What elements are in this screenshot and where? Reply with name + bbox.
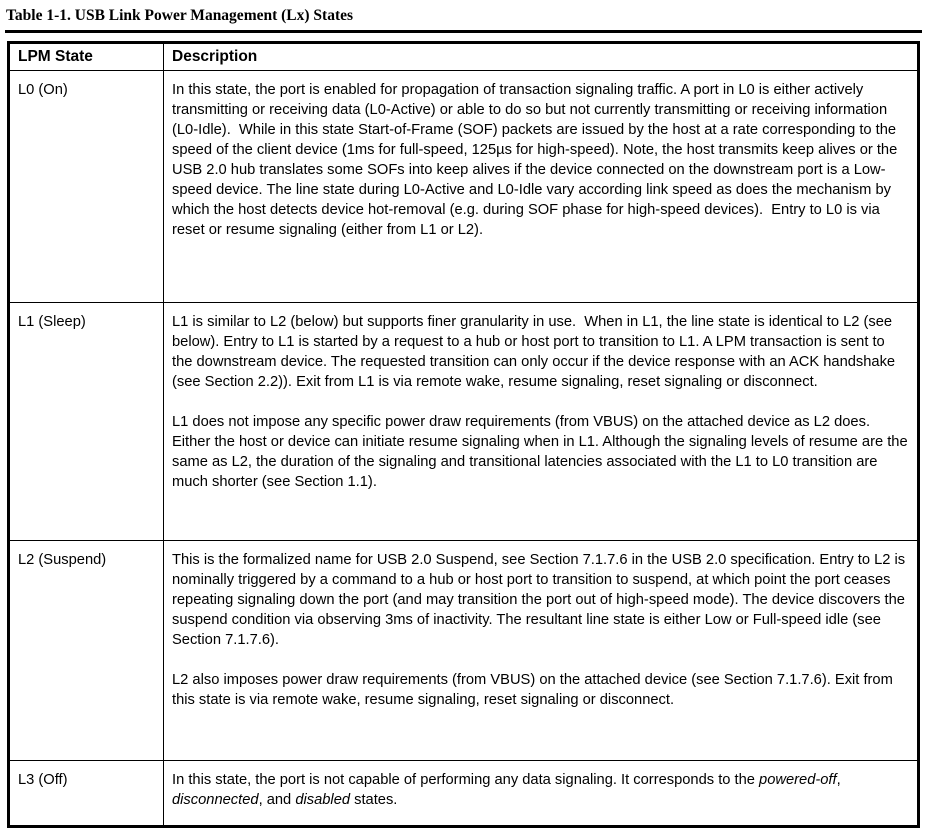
description-paragraph: [172, 80, 908, 240]
italic-text: disabled: [295, 792, 351, 808]
text-segment: states.: [350, 792, 398, 808]
table-body: [9, 71, 919, 827]
italic-text: disconnected: [172, 792, 259, 808]
table-row: [9, 541, 919, 761]
text-segment: L2 also imposes power draw requirements (from VBUS) on the attached device (see Section 7.1.7.6). Exit from this state is via remote wake, resume signaling, reset signaling or disconnect.: [172, 672, 897, 708]
lpm-state-cell: L1 (Sleep): [9, 303, 164, 541]
text-segment: L1 is similar to L2 (below) but supports finer granularity in use. When in L1, the line state is identical to L2 (see below). Entry to L1 is started by a request to a hub or host port to transition to L1. A LPM transaction is sent to the downstream device. The requested transition can only occur if the device response with an ACK handshake (see Section 2.2)). Exit from L1 is via remote wake, resume signaling, reset signaling or disconnect.: [172, 314, 900, 390]
italic-text: powered-off: [759, 772, 837, 788]
header-lpm-state: LPM State: [9, 43, 164, 71]
table-header: [9, 43, 919, 71]
description-cell: [164, 541, 919, 761]
description-paragraph: [172, 550, 908, 650]
text-segment: This is the formalized name for USB 2.0 Suspend, see Section 7.1.7.6 in the USB 2.0 specification. Entry to L2 is nominally triggered by a command to a hub or host port to transition to suspend, at which point the port ceases repeating signaling down the port (and may transition the port out of high-speed mode). The device discovers the suspend condition via observing 3ms of inactivity. The resultant line state is either Low or Full-speed idle (see Section 7.1.7.6).: [172, 552, 910, 648]
title-rule: [5, 30, 922, 33]
table-row: [9, 71, 919, 303]
lpm-state-cell: L0 (On): [9, 71, 164, 303]
description-cell: [164, 71, 919, 303]
description-paragraph: [172, 770, 908, 810]
table-row: [9, 303, 919, 541]
lpm-states-table: [7, 41, 920, 828]
text-segment: In this state, the port is not capable of performing any data signaling. It corresponds to the: [172, 772, 760, 788]
text-segment: ,: [836, 772, 845, 788]
header-row: [9, 43, 919, 71]
description-cell: [164, 761, 919, 827]
text-segment: , and: [258, 792, 296, 808]
description-cell: [164, 303, 919, 541]
table-caption: Table 1-1. USB Link Power Management (Lx) States: [6, 7, 354, 24]
text-segment: L1 does not impose any specific power draw requirements (from VBUS) on the attached device as L2 does. Either the host or device can initiate resume signaling when in L1. Although the signaling levels of resume are the same as L2, the duration of the signaling and transitional latencies associated with the L1 to L0 transition are much shorter (see Section 1.1).: [172, 414, 912, 490]
header-description: Description: [164, 43, 919, 71]
description-paragraph: [172, 412, 912, 492]
lpm-state-cell: L3 (Off): [9, 761, 164, 827]
description-paragraph: [172, 670, 908, 710]
lpm-state-cell: L2 (Suspend): [9, 541, 164, 761]
description-paragraph: [172, 312, 908, 392]
text-segment: In this state, the port is enabled for propagation of transaction signaling traffic. A port in L0 is either actively transmitting or receiving data (L0-Active) or able to do so but not currently transmitting or receiving information (L0-Idle). While in this state Start-of-Frame (SOF) packets are issued by the host at a rate corresponding to the speed of the client device (1ms for full-speed, 125µs for high-speed). Note, the host transmits keep alives or the USB 2.0 hub translates some SOFs into keep alives if the device connected on the downstream port is a Low-speed device. The line state during L0-Active and L0-Idle vary according link speed as does the mechanism by which the host detects device hot-removal (e.g. during SOF phase for high-speed devices). Entry to L0 is via reset or resume signaling (either from L1 or L2).: [172, 82, 902, 238]
table-row: [9, 761, 919, 827]
